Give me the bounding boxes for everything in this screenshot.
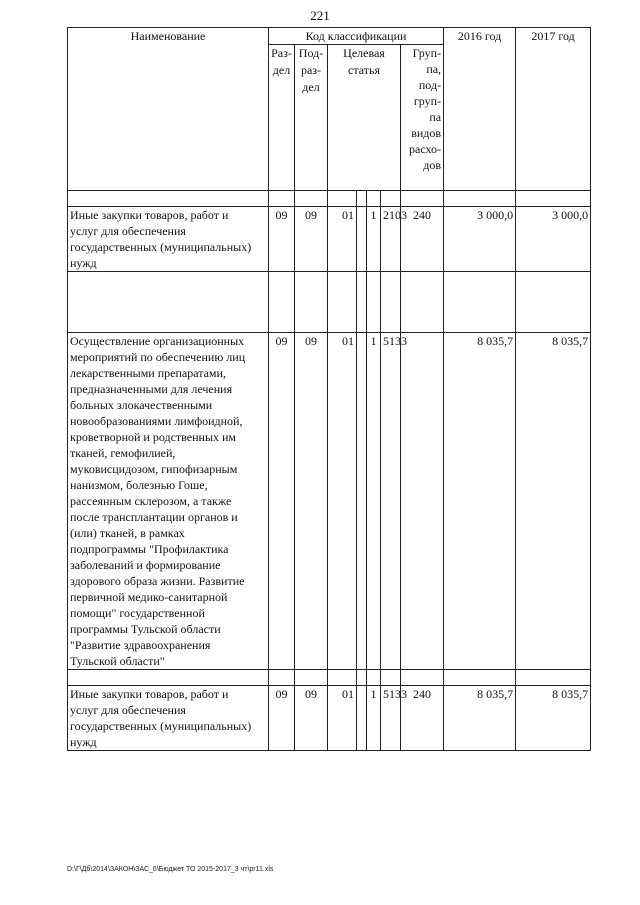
- cell-target-1: 01: [328, 333, 357, 670]
- cell-2017: 8 035,7: [516, 686, 591, 751]
- spacer-row: [68, 191, 591, 207]
- header-name: Наименование: [68, 28, 269, 191]
- row-name: Осуществление организационных мероприятий по обеспечению лиц лекарственными препаратами, предназначенными для лечения больных злокачественными новообразованиями лимфоидной, кроветворной и родственных им тканей, гемофилией, муковисцидозом, гипофизарным нанизмом, болезнью Гоше, рассеянным склерозом, а также после трансплантации органов и (или) тканей, в рамках подпрограммы "Профилактика заболеваний и формирование здорового образа жизни. Развитие первичной медико-санитарной помощи" государственной программы Тульской области "Развитие здравоохранения Тульской области": [68, 333, 269, 670]
- spacer-row: [68, 272, 591, 333]
- cell-vr: 240: [401, 207, 444, 272]
- spacer-row: [68, 670, 591, 686]
- header-razdel: Раз- дел: [269, 45, 295, 191]
- cell-vr: [401, 333, 444, 670]
- header-expense-group: Груп- па, под- груп- па видов расхо- дов: [401, 45, 444, 191]
- header-classification: Код классификации: [269, 28, 444, 45]
- row-name: Иные закупки товаров, работ и услуг для обеспечения государственных (муниципальных) нужд: [68, 686, 269, 751]
- cell-podrazdel: 09: [295, 686, 328, 751]
- cell-target-1: 01: [328, 207, 357, 272]
- cell-2016: 8 035,7: [444, 333, 516, 670]
- header-row-1: [68, 28, 591, 45]
- budget-table: [67, 27, 591, 751]
- cell-target-4: 2103: [381, 207, 401, 272]
- cell-2016: 3 000,0: [444, 207, 516, 272]
- header-2017: 2017 год: [516, 28, 591, 191]
- cell-target-3: 1: [367, 333, 381, 670]
- page-number: 221: [310, 8, 330, 23]
- cell-2017: 8 035,7: [516, 333, 591, 670]
- cell-target-1: 01: [328, 686, 357, 751]
- table-row: [68, 686, 591, 751]
- cell-2017: 3 000,0: [516, 207, 591, 272]
- table-row: [68, 333, 591, 670]
- cell-podrazdel: 09: [295, 207, 328, 272]
- cell-razdel: 09: [269, 686, 295, 751]
- cell-target-2: [357, 686, 367, 751]
- header-target-article: Целевая статья: [328, 45, 401, 191]
- header-2016: 2016 год: [444, 28, 516, 191]
- cell-target-3: 1: [367, 686, 381, 751]
- row-name: Иные закупки товаров, работ и услуг для обеспечения государственных (муниципальных) нужд: [68, 207, 269, 272]
- footer-file-path: D:\Г\Дб\2014\ЗАКОН\ЗАС_6\Бюджет ТО 2015-2017_3 чт\pr11.xls: [67, 866, 274, 873]
- header-podrazdel: Под- раз- дел: [295, 45, 328, 191]
- cell-target-2: [357, 207, 367, 272]
- cell-razdel: 09: [269, 333, 295, 670]
- cell-vr: 240: [401, 686, 444, 751]
- cell-target-4: 5133: [381, 686, 401, 751]
- cell-target-4: 5133: [381, 333, 401, 670]
- cell-podrazdel: 09: [295, 333, 328, 670]
- cell-2016: 8 035,7: [444, 686, 516, 751]
- cell-target-3: 1: [367, 207, 381, 272]
- cell-razdel: 09: [269, 207, 295, 272]
- cell-target-2: [357, 333, 367, 670]
- table-row: [68, 207, 591, 272]
